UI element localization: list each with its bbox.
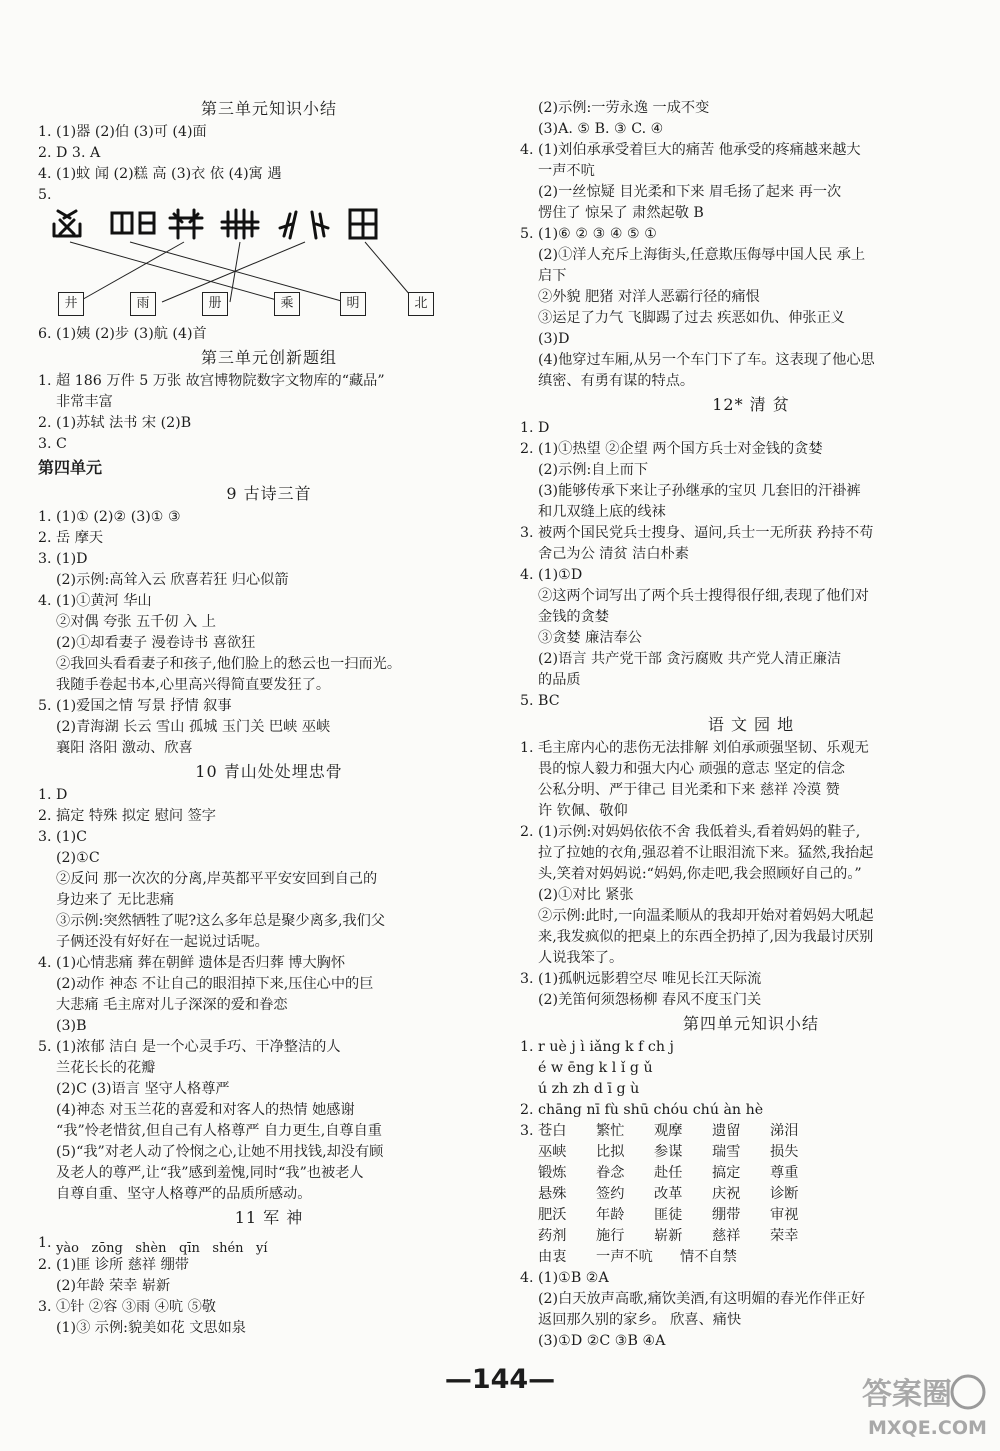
answer-line: 畏的惊人毅力和强大内心 顽强的意志 坚定的信念 bbox=[538, 761, 845, 777]
answer-line: 5. bbox=[38, 187, 52, 203]
answer-line: 愣住了 惊呆了 肃然起敬 B bbox=[538, 205, 704, 221]
vocabulary-row bbox=[520, 1163, 982, 1184]
ancient-character-matching bbox=[30, 206, 428, 324]
answer-line: 5. (1)⑥ ② ③ ④ ⑤ ① bbox=[520, 226, 658, 242]
answer-line: (2)青海湖 长云 雪山 孤城 玉门关 巴峡 巫峡 bbox=[56, 719, 331, 735]
answer-line: 大悲痛 毛主席对儿子深深的爱和眷恋 bbox=[56, 997, 288, 1013]
vocabulary-word: 尊重 bbox=[770, 1165, 799, 1181]
pinyin-line bbox=[38, 1231, 500, 1255]
answer-line: é w ēng k l ǐ g ǔ bbox=[538, 1060, 653, 1076]
left-column bbox=[38, 96, 500, 1339]
answer-line: 5. BC bbox=[520, 693, 560, 709]
answer-line: (2)动作 神态 不让自己的眼泪掉下来,压住心中的巨 bbox=[56, 976, 374, 992]
answer-line: 公私分明、严于律己 目光柔和下来 慈祥 冷漠 赞 bbox=[538, 782, 840, 798]
answer-line: (2)示例:自上而下 bbox=[538, 462, 649, 478]
answer-line: ②对偶 夸张 五千仞 入 上 bbox=[56, 614, 216, 630]
watermark-url: MXQE.COM bbox=[868, 1417, 987, 1439]
answer-line: 4. (1)①B ②A bbox=[520, 1270, 609, 1286]
answer-line: 2. chāng nī fù shū chóu chú àn hè bbox=[520, 1102, 764, 1118]
answer-line: “我”怜老惜贫,但自己有人格尊严 自力更生,自尊自重 bbox=[56, 1123, 382, 1139]
answer-line: (4)他穿过车厢,从另一个车门下了车。这表现了他心思 bbox=[538, 352, 875, 368]
vocabulary-word: 诊断 bbox=[770, 1186, 799, 1202]
vocabulary-row bbox=[520, 1205, 982, 1226]
answer-line: 的品质 bbox=[538, 672, 581, 688]
answer-line: ②我回头看看妻子和孩子,他们脸上的愁云也一扫而光。 bbox=[56, 656, 402, 672]
vocabulary-row bbox=[520, 1142, 982, 1163]
answer-line: 兰花长长的花瓣 bbox=[56, 1060, 156, 1076]
vocabulary-word: 年龄 bbox=[596, 1207, 625, 1223]
answer-line: 襄阳 洛阳 激动、欣喜 bbox=[56, 740, 193, 756]
answer-line: (2)①却看妻子 漫卷诗书 喜欲狂 bbox=[56, 635, 256, 651]
vocabulary-word: 一声不吭 bbox=[596, 1249, 653, 1265]
vocabulary-word: 肥沃 bbox=[538, 1207, 567, 1223]
section-title: 语 文 园 地 bbox=[707, 715, 795, 734]
match-box: 明 bbox=[340, 292, 366, 316]
vocabulary-row bbox=[520, 1184, 982, 1205]
answer-line: 2. (1)①热望 ②企望 两个国方兵士对金钱的贪婪 bbox=[520, 441, 823, 457]
answer-line: 缜密、有勇有谋的特点。 bbox=[538, 373, 695, 389]
match-box: 井 bbox=[58, 292, 84, 316]
answer-line: (3)B bbox=[56, 1018, 87, 1034]
vocabulary-word: 签约 bbox=[596, 1186, 625, 1202]
answer-line: 5. (1)浓郁 洁白 是一个心灵手巧、干净整洁的人 bbox=[38, 1039, 341, 1055]
match-box: 册 bbox=[202, 292, 228, 316]
question-number: 1. bbox=[38, 1235, 52, 1251]
match-box: 北 bbox=[408, 292, 434, 316]
answer-line: ③贪婪 廉洁奉公 bbox=[538, 630, 642, 646]
answer-line: 来,我发疯似的把桌上的东西全扔掉了,因为我最讨厌别 bbox=[538, 929, 874, 945]
answer-line: ②外貌 肥猪 对洋人恶霸行径的痛恨 bbox=[538, 289, 760, 305]
answer-line: (2)一丝惊疑 目光柔和下来 眉毛扬了起来 再一次 bbox=[538, 184, 842, 200]
pinyin-blank bbox=[212, 1242, 243, 1255]
vocabulary-word: 庆祝 bbox=[712, 1186, 741, 1202]
vocabulary-word: 观摩 bbox=[654, 1123, 683, 1139]
question-number: 3. bbox=[520, 1123, 534, 1139]
answer-line: ③运足了力气 飞脚踢了过去 疾恶如仇、伸张正义 bbox=[538, 310, 845, 326]
answer-line: 返回那久别的家乡。 欣喜、痛快 bbox=[538, 1312, 742, 1328]
vocabulary-word: 苍白 bbox=[538, 1123, 567, 1139]
watermark-text: 答案圈 bbox=[862, 1377, 952, 1412]
answer-line: 子俩还没有好好在一起说过话呢。 bbox=[56, 934, 269, 950]
answer-line: 2. 岳 摩天 bbox=[38, 530, 104, 546]
answer-line: (2)①对比 紧张 bbox=[538, 887, 634, 903]
vocabulary-word: 锻炼 bbox=[538, 1165, 567, 1181]
lesson-title: 11 军 神 bbox=[234, 1208, 304, 1227]
answer-line: (3)D bbox=[538, 331, 570, 347]
page-number: —144— bbox=[444, 1364, 556, 1395]
pinyin-text: shèn bbox=[135, 1241, 167, 1255]
answer-line: (2)语言 共产党干部 贪污腐败 共产党人清正廉洁 bbox=[538, 651, 842, 667]
pinyin-text: shén bbox=[212, 1241, 244, 1255]
answer-line: 身边来了 无比悲痛 bbox=[56, 892, 175, 908]
lesson-title: 12* 清 贫 bbox=[712, 395, 790, 414]
answer-line: 6. (1)姨 (2)步 (3)航 (4)首 bbox=[38, 326, 207, 342]
answer-line: 1. D bbox=[520, 420, 550, 436]
answer-line: (2)C (3)语言 坚守人格尊严 bbox=[56, 1081, 230, 1097]
answer-line: 3. (1)D bbox=[38, 551, 88, 567]
answer-line: 2. (1)苏轼 法书 宋 (2)B bbox=[38, 415, 192, 431]
answer-line: 3. 被两个国民党兵士搜身、逼问,兵士一无所获 矜持不苟 bbox=[520, 525, 874, 541]
answer-line: 3. (1)孤帆远影碧空尽 唯见长江天际流 bbox=[520, 971, 762, 987]
answer-line: 非常丰富 bbox=[56, 394, 113, 410]
vocabulary-word: 绷带 bbox=[712, 1207, 741, 1223]
watermark-logo bbox=[858, 1368, 988, 1440]
answer-line: 一声不吭 bbox=[538, 163, 595, 179]
vocabulary-grid bbox=[520, 1121, 982, 1268]
answer-line: 1. D bbox=[38, 787, 68, 803]
answer-line: 人说我笨了。 bbox=[538, 950, 624, 966]
answer-line: 2. (1)匪 诊所 慈祥 绷带 bbox=[38, 1257, 189, 1273]
answer-line: ②反问 那一次次的分离,岸英都平平安安回到自己的 bbox=[56, 871, 378, 887]
section-title: 第四单元知识小结 bbox=[682, 1014, 819, 1033]
vocabulary-word: 参谋 bbox=[654, 1144, 683, 1160]
vocabulary-word: 药剂 bbox=[538, 1228, 567, 1244]
answer-line: 5. (1)爱国之情 写景 抒情 叙事 bbox=[38, 698, 232, 714]
answer-line: (4)神态 对玉兰花的喜爱和对客人的热情 她感谢 bbox=[56, 1102, 355, 1118]
answer-line: ③示例:突然牺牲了呢?这么多年总是聚少离多,我们父 bbox=[56, 913, 386, 929]
right-column bbox=[520, 98, 982, 1352]
answer-line: 2. 搞定 特殊 拟定 慰问 签字 bbox=[38, 808, 216, 824]
answer-line: 金钱的贪婪 bbox=[538, 609, 609, 625]
vocabulary-word: 施行 bbox=[596, 1228, 625, 1244]
answer-line: 1. r uè j ì iǎng k f ch j bbox=[520, 1039, 674, 1055]
vocabulary-word: 崭新 bbox=[654, 1228, 683, 1244]
vocabulary-word: 遗留 bbox=[712, 1123, 741, 1139]
vocabulary-row bbox=[520, 1226, 982, 1247]
answer-line: 舍己为公 清贫 洁白朴素 bbox=[538, 546, 689, 562]
match-box: 乘 bbox=[274, 292, 300, 316]
vocabulary-word: 损失 bbox=[770, 1144, 799, 1160]
vocabulary-word: 荣幸 bbox=[770, 1228, 799, 1244]
lesson-title: 10 青山处处埋忠骨 bbox=[195, 762, 343, 781]
answer-line: 1. (1)① (2)② (3)① ③ bbox=[38, 509, 181, 525]
vocabulary-word: 情不自禁 bbox=[680, 1249, 737, 1265]
unit-heading: 第四单元 bbox=[38, 458, 103, 477]
pinyin-text: zōng bbox=[91, 1241, 123, 1255]
answer-line: 4. (1)蚊 闻 (2)糕 高 (3)衣 依 (4)寓 遇 bbox=[38, 166, 282, 182]
vocabulary-word: 比拟 bbox=[596, 1144, 625, 1160]
pinyin-blank bbox=[92, 1242, 123, 1255]
vocabulary-row bbox=[520, 1121, 982, 1142]
answer-line: 4. (1)①黄河 华山 bbox=[38, 593, 152, 609]
vocabulary-row bbox=[520, 1247, 982, 1268]
answer-line: (3)能够传承下来让子孙继承的宝贝 几套旧的汗褂裤 bbox=[538, 483, 861, 499]
vocabulary-word: 悬殊 bbox=[538, 1186, 567, 1202]
answer-line: 3. ①针 ②容 ③雨 ④吭 ⑤敬 bbox=[38, 1299, 216, 1315]
answer-line: 和几双缝上底的线袜 bbox=[538, 504, 666, 520]
pinyin-blank bbox=[256, 1242, 268, 1255]
vocabulary-word: 搞定 bbox=[712, 1165, 741, 1181]
answer-line: (3)①D ②C ③B ④A bbox=[538, 1333, 666, 1349]
match-box: 雨 bbox=[130, 292, 156, 316]
answer-line: (2)白天放声高歌,痛饮美酒,有这明媚的春光作伴正好 bbox=[538, 1291, 866, 1307]
answer-line: (3)A. ⑤ B. ③ C. ④ bbox=[538, 121, 664, 137]
answer-line: 4. (1)①D bbox=[520, 567, 583, 583]
answer-line: 启下 bbox=[538, 268, 567, 284]
answer-line: 2. (1)示例:对妈妈依依不舍 我低着头,看着妈妈的鞋子, bbox=[520, 824, 861, 840]
answer-line: (2)羌笛何须怨杨柳 春风不度玉门关 bbox=[538, 992, 762, 1008]
answer-line: 许 钦佩、敬仰 bbox=[538, 803, 628, 819]
answer-line: (2)①洋人充斥上海街头,任意欺压侮辱中国人民 承上 bbox=[538, 247, 866, 263]
section-title: 第三单元创新题组 bbox=[200, 348, 337, 367]
vocabulary-word: 慈祥 bbox=[712, 1228, 741, 1244]
vocabulary-word: 涕泪 bbox=[770, 1123, 799, 1139]
vocabulary-word: 眷念 bbox=[596, 1165, 625, 1181]
answer-line: 1. 超 186 万件 5 万张 故宫博物院数字文物库的“藏品” bbox=[38, 373, 385, 389]
answer-line: 我随手卷起书本,心里高兴得简直要发狂了。 bbox=[56, 677, 331, 693]
answer-line: 及老人的尊严,让“我”感到羞愧,同时“我”也被老人 bbox=[56, 1165, 364, 1181]
answer-line: (2)①C bbox=[56, 850, 100, 866]
pinyin-blank bbox=[56, 1242, 79, 1255]
answer-line: ②这两个词写出了两个兵士搜得很仔细,表现了他们对 bbox=[538, 588, 869, 604]
vocabulary-word: 赴任 bbox=[654, 1165, 683, 1181]
answer-line: 1. (1)器 (2)伯 (3)可 (4)面 bbox=[38, 124, 207, 140]
answer-line: (2)示例:一劳永逸 一成不变 bbox=[538, 100, 710, 116]
answer-line: 4. (1)心情悲痛 葬在朝鲜 遗体是否归葬 博大胸怀 bbox=[38, 955, 346, 971]
answer-line: 3. (1)C bbox=[38, 829, 87, 845]
answer-line: 4. (1)刘伯承承受着巨大的痛苦 他承受的疼痛越来越大 bbox=[520, 142, 861, 158]
section-title: 第三单元知识小结 bbox=[200, 99, 337, 118]
answer-line: 3. C bbox=[38, 436, 67, 452]
vocabulary-word: 瑞雪 bbox=[712, 1144, 741, 1160]
pinyin-text: yí bbox=[256, 1241, 268, 1255]
answer-line: (1)③ 示例:貌美如花 文思如泉 bbox=[56, 1320, 246, 1336]
pinyin-blank bbox=[135, 1242, 166, 1255]
vocabulary-word: 繁忙 bbox=[596, 1123, 625, 1139]
answer-line: 2. D 3. A bbox=[38, 145, 101, 161]
pinyin-text: yào bbox=[56, 1241, 79, 1255]
vocabulary-word: 匪徒 bbox=[654, 1207, 683, 1223]
answer-line: ú zh zh d ī g ù bbox=[538, 1081, 640, 1097]
answer-line: 自尊自重、坚守人格尊严的品质所感动。 bbox=[56, 1186, 312, 1202]
vocabulary-word: 改革 bbox=[654, 1186, 683, 1202]
answer-line: (5)“我”对老人动了怜悯之心,让她不用找钱,却没有顾 bbox=[56, 1144, 384, 1160]
answer-line: 拉了拉她的衣角,强忍着不让眼泪流下来。猛然,我抬起 bbox=[538, 845, 874, 861]
vocabulary-word: 由衷 bbox=[538, 1249, 567, 1265]
answer-line: 头,笑着对妈妈说:“妈妈,你走吧,我会照顾好自己的。” bbox=[538, 866, 862, 882]
answer-line: (2)示例:高耸入云 欣喜若狂 归心似箭 bbox=[56, 572, 289, 588]
vocabulary-word: 巫峡 bbox=[538, 1144, 567, 1160]
lesson-title: 9 古诗三首 bbox=[226, 484, 312, 503]
answer-line: ②示例:此时,一向温柔顺从的我却开始对着妈妈大吼起 bbox=[538, 908, 874, 924]
answer-line: (2)年龄 荣幸 崭新 bbox=[56, 1278, 171, 1294]
pinyin-text: qīn bbox=[179, 1241, 200, 1255]
answer-line: 1. 毛主席内心的悲伤无法排解 刘伯承顽强坚韧、乐观无 bbox=[520, 740, 869, 756]
pinyin-blank bbox=[179, 1242, 200, 1255]
vocabulary-word: 审视 bbox=[770, 1207, 799, 1223]
